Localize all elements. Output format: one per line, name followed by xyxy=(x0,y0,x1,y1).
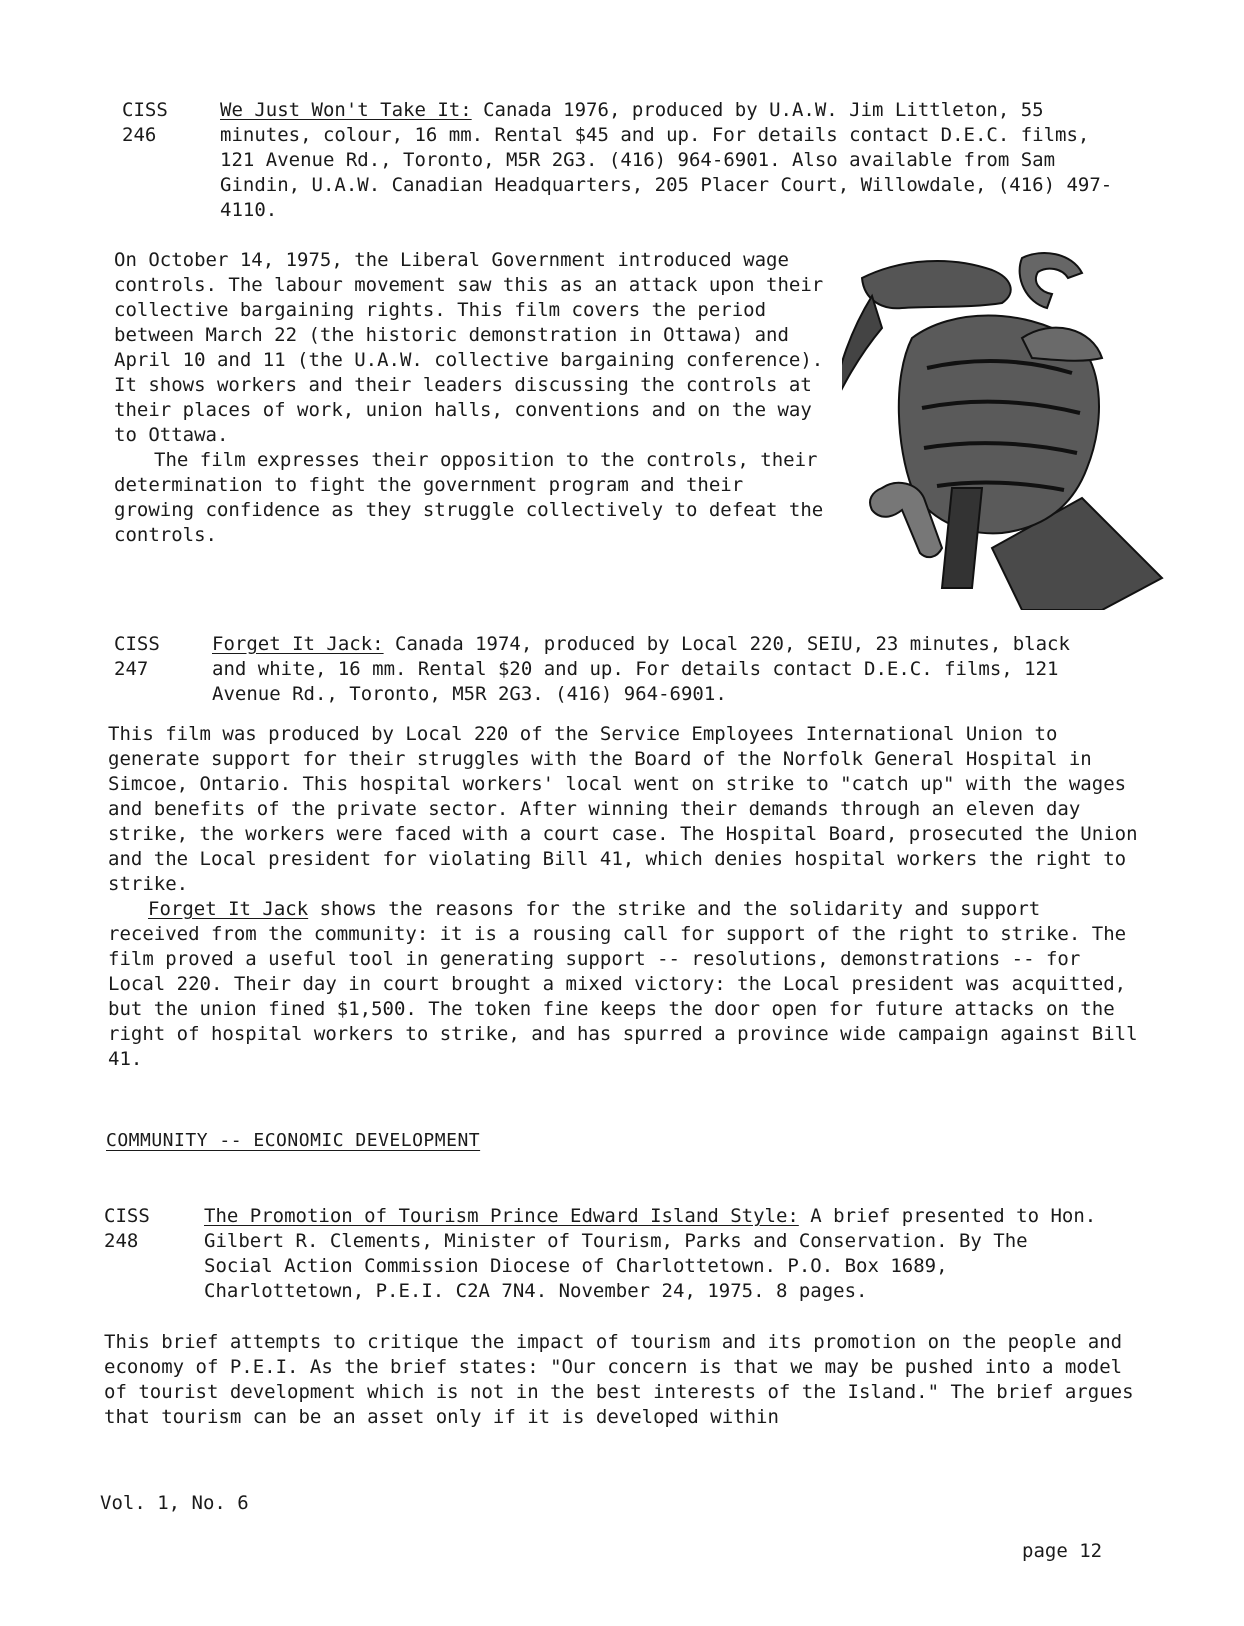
entry-body-247 xyxy=(108,722,1138,1072)
entry-code-248 xyxy=(104,1204,174,1254)
entry-details: A brief presented to Hon. Gilbert R. Clements, Minister of Tourism, Parks and Conservation. By The Social Action Commission Diocese of Charlottetown. P.O. Box 1689, Charlottetown, P.E.I. C2A 7N4. November 24, 1975. 8 pages. xyxy=(204,1205,1097,1302)
page-number: page 12 xyxy=(1022,1540,1103,1562)
body-paragraph: On October 14, 1975, the Liberal Government introduced wage controls. The labour movement saw this as an attack upon their collective bargaining rights. This film covers the period between March 22 (the historic demonstration in Ottawa) and April 10 and 11 (the U.A.W. collective bargaining conference). It shows workers and their leaders discussing the controls at their places of work, union halls, conventions and on the way to Ottawa. xyxy=(114,249,824,446)
entry-body-246 xyxy=(114,248,830,548)
body-paragraph: This film was produced by Local 220 of the Service Employees International Union to generate support for their struggles with the Board of the Norfolk General Hospital in Simcoe, Ontario. This hospital workers' local went on strike to "catch up" with the wages and benefits of the private sector. After winning their demands through an eleven day strike, the workers were faced with a court case. The Hospital Board, prosecuted the Union and the Local president for violating Bill 41, which denies hospital workers the right to strike. xyxy=(108,723,1138,895)
body-paragraph: This brief attempts to critique the impact of tourism and its promotion on the people and economy of P.E.I. As the brief states: "Our concern is that we may be pushed into a model of tourist development which is not in the best interests of the Island." The brief argues that tourism can be an asset only if it is developed within xyxy=(104,1331,1134,1428)
entry-details: Canada 1974, produced by Local 220, SEIU, 23 minutes, black and white, 16 mm. Rental $20 and up. For details contact D.E.C. films, 121 Avenue Rd., Toronto, M5R 2G3. (416) 964-6901. xyxy=(212,633,1070,705)
entry-details: Canada 1976, produced by U.A.W. Jim Littleton, 55 minutes, colour, 16 mm. Rental $45 and up. For details contact D.E.C. films, 121 Avenue Rd., Toronto, M5R 2G3. (416) 964-6901. Also available from Sam Gindin, U.A.W. Canadian Headquarters, 205 Placer Court, Willowdale, (416) 497-4110. xyxy=(220,99,1113,221)
entry-title: We Just Won't Take It: xyxy=(220,99,472,121)
entry-title: Forget It Jack: xyxy=(212,633,384,655)
body-paragraph: The film expresses their opposition to the controls, their determination to fight the government program and their growing confidence as they struggle collectively to defeat the controls. xyxy=(114,449,824,546)
code-label: CISS xyxy=(122,99,168,121)
entry-header-248 xyxy=(204,1204,1104,1304)
entry-header-247 xyxy=(212,632,1092,707)
hand-holding-tools-illustration xyxy=(842,248,1172,610)
entry-title: The Promotion of Tourism Prince Edward Island Style: xyxy=(204,1205,799,1227)
code-label: CISS xyxy=(114,633,160,655)
code-label: CISS xyxy=(104,1205,150,1227)
entry-header-246 xyxy=(220,98,1130,223)
entry-code-247 xyxy=(114,632,184,682)
volume-label: Vol. 1, No. 6 xyxy=(100,1492,249,1514)
film-title-reference: Forget It Jack xyxy=(148,898,309,920)
code-number: 246 xyxy=(122,124,157,146)
entry-body-248 xyxy=(104,1330,1152,1430)
section-heading: COMMUNITY -- ECONOMIC DEVELOPMENT xyxy=(106,1130,481,1151)
body-paragraph: shows the reasons for the strike and the solidarity and support received from the community: it is a rousing call for support of the right to strike. The film proved a useful tool in generating support -- resolutions, demonstrations -- for Local 220. Their day in court brought a mixed victory: the Local president was acquitted, but the union fined $1,500. The token fine keeps the door open for future attacks on the right of hospital workers to strike, and has spurred a province wide campaign against Bill 41. xyxy=(108,898,1138,1070)
entry-code-246 xyxy=(122,98,192,148)
code-number: 248 xyxy=(104,1230,139,1252)
code-number: 247 xyxy=(114,658,149,680)
